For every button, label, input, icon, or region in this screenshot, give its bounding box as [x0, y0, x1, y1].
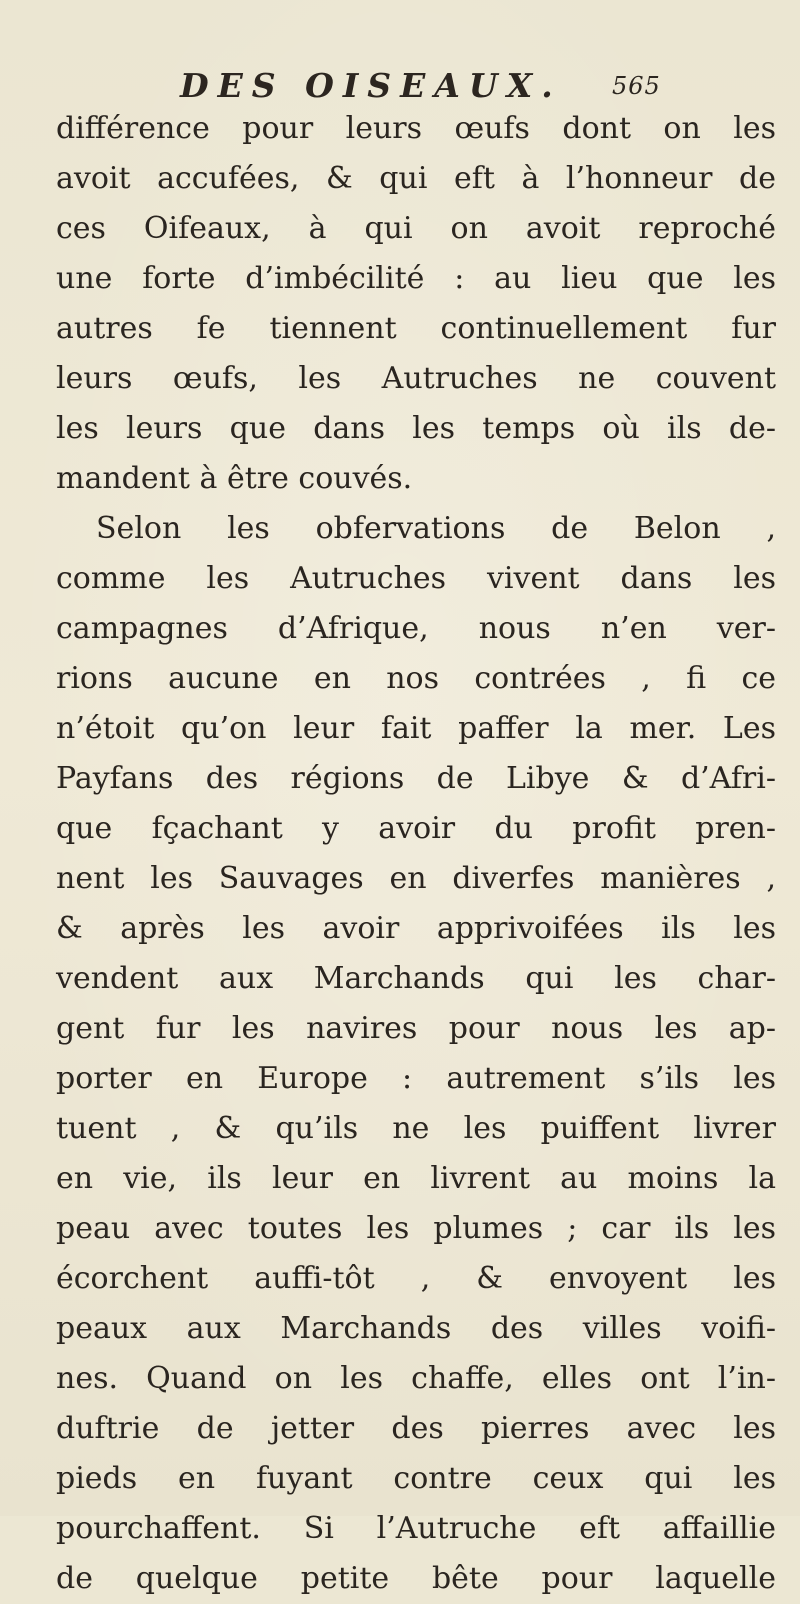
- text-line: nes. Quand on les chaffe, elles ont l’in-: [56, 1361, 776, 1396]
- text-line: tuent , & qu’ils ne les puiffent livrer: [56, 1111, 776, 1146]
- text-line: en vie, ils leur en livrent au moins la: [56, 1161, 776, 1196]
- text-line: campagnes d’Afrique, nous n’en ver-: [56, 611, 776, 646]
- text-line: une forte d’imbécilité : au lieu que les: [56, 261, 776, 296]
- text-line: pieds en fuyant contre ceux qui les: [56, 1461, 776, 1496]
- text-line: les leurs que dans les temps où ils de-: [56, 411, 776, 446]
- text-line: que fçachant y avoir du profit pren-: [56, 811, 776, 846]
- text-line: peau avec toutes les plumes ; car ils les: [56, 1211, 776, 1246]
- text-line: vendent aux Marchands qui les char-: [56, 961, 776, 996]
- text-line: gent fur les navires pour nous les ap-: [56, 1011, 776, 1046]
- text-line: rions aucune en nos contrées , fi ce: [56, 661, 776, 696]
- text-line: peaux aux Marchands des villes voifi-: [56, 1311, 776, 1346]
- text-line: Payfans des régions de Libye & d’Afri-: [56, 761, 776, 796]
- page-number: 565: [612, 72, 661, 100]
- text-line: mandent à être couvés.: [56, 461, 413, 496]
- text-line: avoit accufées, & qui eft à l’honneur de: [56, 161, 776, 196]
- text-line: différence pour leurs œufs dont on les: [56, 111, 776, 146]
- text-line: n’étoit qu’on leur fait paffer la mer. Les: [56, 711, 776, 746]
- text-line: porter en Europe : autrement s’ils les: [56, 1061, 776, 1096]
- text-line: écorchent auffi-tôt , & envoyent les: [56, 1261, 776, 1296]
- text-line: autres fe tiennent continuellement fur: [56, 311, 776, 346]
- body-text: [56, 104, 776, 1604]
- text-line: comme les Autruches vivent dans les: [56, 561, 776, 596]
- text-line: duftrie de jetter des pierres avec les: [56, 1411, 776, 1446]
- text-line: & après les avoir apprivoifées ils les: [56, 911, 776, 946]
- text-line: nent les Sauvages en diverfes manières ,: [56, 861, 776, 896]
- text-line: ces Oifeaux, à qui on avoit reproché: [56, 211, 776, 246]
- running-title: DES OISEAUX.: [180, 66, 562, 105]
- text-line: Selon les obfervations de Belon ,: [96, 511, 776, 546]
- text-line: de quelque petite bête pour laquelle: [56, 1561, 776, 1596]
- text-line: leurs œufs, les Autruches ne couvent: [56, 361, 776, 396]
- text-line: pourchaffent. Si l’Autruche eft affaillie: [56, 1511, 776, 1546]
